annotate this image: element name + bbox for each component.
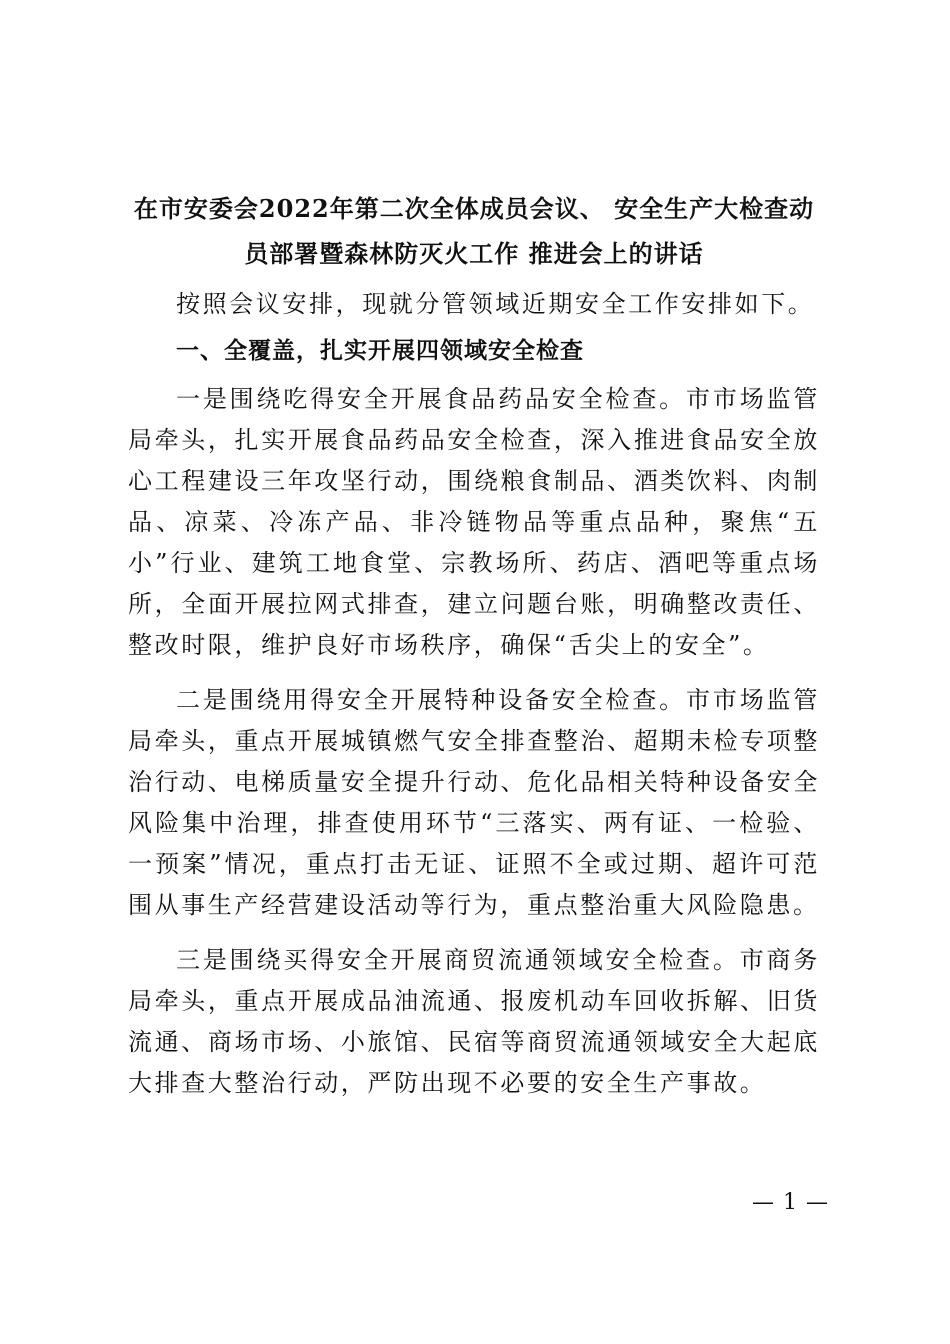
- section-heading-1: 一、全覆盖，扎实开展四领域安全检查: [176, 338, 584, 364]
- intro-paragraph: 按照会议安排，现就分管领域近期安全工作安排如下。: [176, 290, 815, 318]
- paragraph-equipment-safety: 二是围绕用得安全开展特种设备安全检查。市市场监管局牵头，重点开展城镇燃气安全排查整治、超期未检专项整治行动、电梯质量安全提升行动、危化品相关特种设备安全风险集中治理，排查使用环节“三落实、两有证、一检验、一预案”情况，重点打击无证、证照不全或过期、超许可范围从事生产经营建设活动等行为，重点整治重大风险隐患。: [128, 686, 820, 919]
- speech-title: [128, 186, 820, 276]
- page-number: — 1 —: [752, 1190, 829, 1215]
- paragraph-food-safety: 一是围绕吃得安全开展食品药品安全检查。市市场监管局牵头，扎实开展食品药品安全检查，深入推进食品安全放心工程建设三年攻坚行动，围绕粮食制品、酒类饮料、肉制品、凉菜、冷冻产品、非冷链物品等重点品种，聚焦“五小”行业、建筑工地食堂、宗教场所、药店、酒吧等重点场所，全面开展拉网式排查，建立问题台账，明确整改责任、整改时限，维护良好市场秩序，确保“舌尖上的安全”。: [128, 385, 820, 659]
- title-line-2: 员部署暨森林防灭火工作 推进会上的讲话: [244, 239, 704, 268]
- title-line-1: 在市安委会2022年第二次全体成员会议、 安全生产大检查动: [133, 194, 815, 223]
- paragraph-commerce-safety: 三是围绕买得安全开展商贸流通领域安全检查。市商务局牵头，重点开展成品油流通、报废机动车回收拆解、旧货流通、商场市场、小旅馆、民宿等商贸流通领域安全大起底大排查大整治行动，严防出现不必要的安全生产事故。: [128, 946, 820, 1097]
- document-page: [128, 186, 820, 1104]
